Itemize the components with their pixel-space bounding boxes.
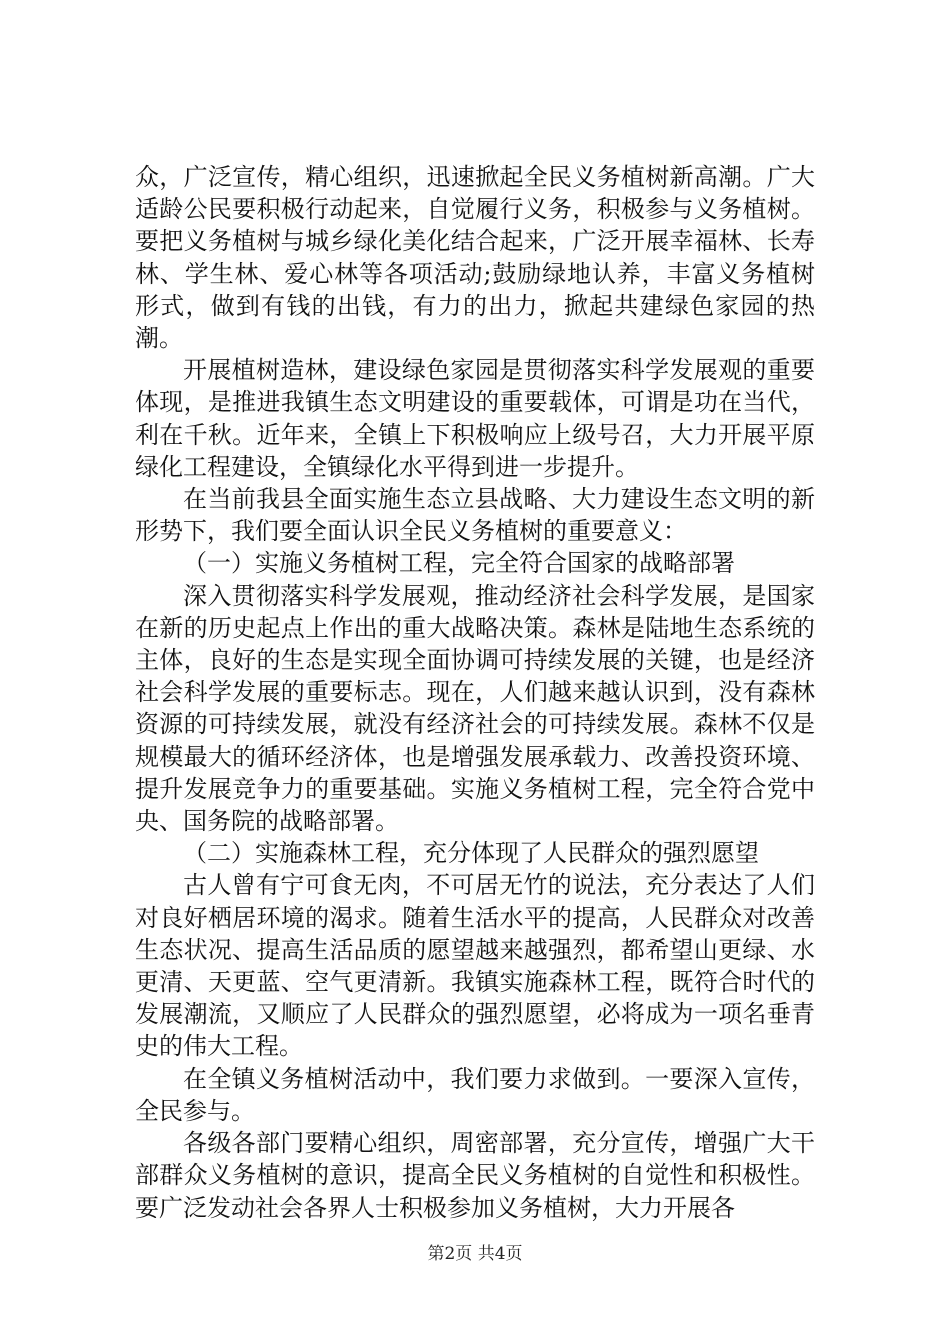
section-heading: （一）实施义务植树工程，完全符合国家的战略部署 (183, 549, 735, 578)
paragraph: 开展植树造林，建设绿色家园是贯彻落实科学发展观的重要体现，是推进我镇生态文明建设的重要载体，可谓是功在当代，利在千秋。近年来，全镇上下积极响应上级号召，大力开展平原绿化工程建设，全镇绿化水平得到进一步提升。 (135, 356, 815, 481)
section-heading: （二）实施森林工程，充分体现了人民群众的强烈愿望 (183, 839, 759, 868)
paragraph: 在当前我县全面实施生态立县战略、大力建设生态文明的新形势下，我们要全面认识全民义务植树的重要意义： (135, 485, 815, 546)
document-body (135, 161, 815, 1224)
paragraph: 古人曾有宁可食无肉，不可居无竹的说法，充分表达了人们对良好栖居环境的渴求。随着生活水平的提高，人民群众对改善生态状况、提高生活品质的愿望越来越强烈，都希望山更绿、水更清、天更蓝、空气更清新。我镇实施森林工程，既符合时代的发展潮流，又顺应了人民群众的强烈愿望，必将成为一项名垂青史的伟大工程。 (135, 871, 815, 1061)
page-footer: 第2页 共4页 (427, 1244, 523, 1264)
paragraph: 在全镇义务植树活动中，我们要力求做到。一要深入宣传，全民参与。 (135, 1064, 815, 1125)
paragraph: 各级各部门要精心组织，周密部署，充分宣传，增强广大干部群众义务植树的意识，提高全民义务植树的自觉性和积极性。要广泛发动社会各界人士积极参加义务植树，大力开展各 (135, 1129, 815, 1222)
paragraph: 深入贯彻落实科学发展观，推动经济社会科学发展，是国家在新的历史起点上作出的重大战略决策。森林是陆地生态系统的主体，良好的生态是实现全面协调可持续发展的关键，也是经济社会科学发展的重要标志。现在，人们越来越认识到，没有森林资源的可持续发展，就没有经济社会的可持续发展。森林不仅是规模最大的循环经济体，也是增强发展承载力、改善投资环境、提升发展竞争力的重要基础。实施义务植树工程，完全符合党中央、国务院的战略部署。 (135, 581, 815, 836)
paragraph: 众，广泛宣传，精心组织，迅速掀起全民义务植树新高潮。广大适龄公民要积极行动起来，自觉履行义务，积极参与义务植树。要把义务植树与城乡绿化美化结合起来，广泛开展幸福林、长寿林、学生林、爱心林等各项活动;鼓励绿地认养，丰富义务植树形式，做到有钱的出钱，有力的出力，掀起共建绿色家园的热潮。 (135, 163, 815, 353)
